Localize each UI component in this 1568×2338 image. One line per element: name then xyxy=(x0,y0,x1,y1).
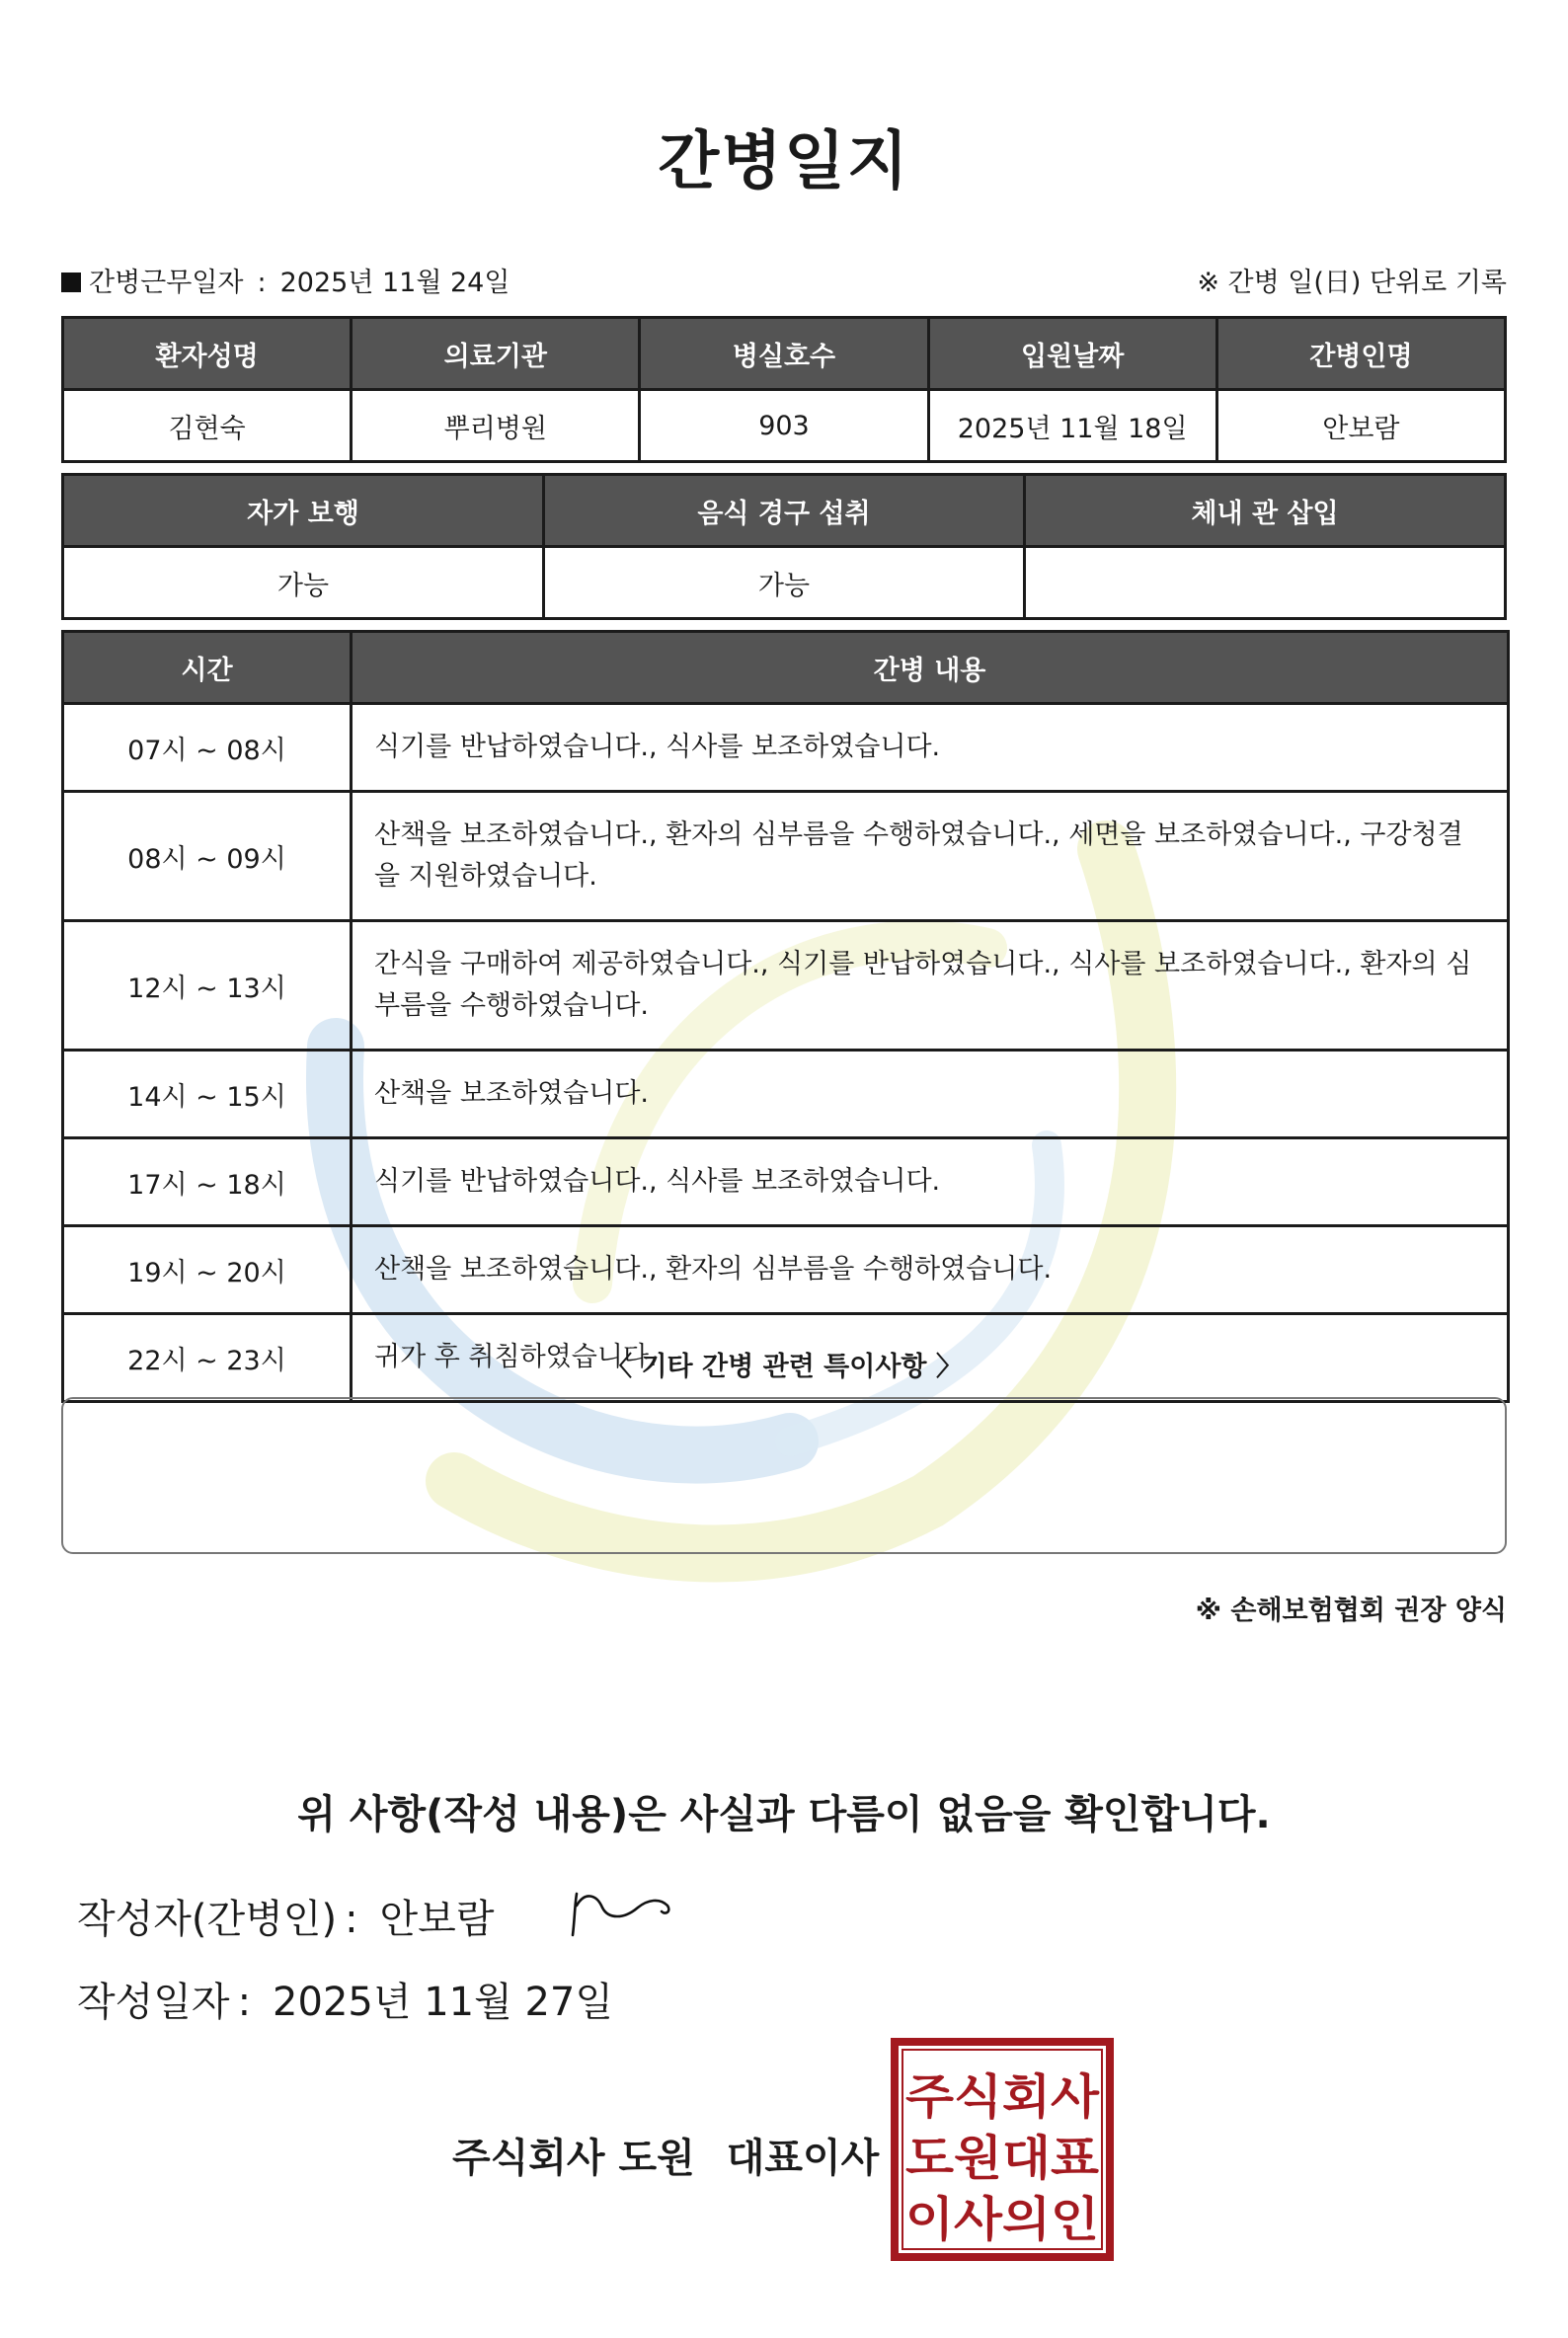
patient-name-value: 김현숙 xyxy=(63,390,352,462)
written-date-colon: : xyxy=(237,1980,252,2025)
table-row xyxy=(63,921,1509,1051)
handwritten-signature xyxy=(567,1886,675,1941)
header-oral-intake: 음식 경구 섭취 xyxy=(544,475,1025,547)
writer-line xyxy=(77,1888,494,1944)
room-number-value: 903 xyxy=(640,390,928,462)
header-tube-insertion: 체내 관 삽입 xyxy=(1025,475,1506,547)
company-signoff xyxy=(452,2127,879,2183)
time-cell: 19시 ~ 20시 xyxy=(63,1226,352,1314)
time-cell: 07시 ~ 08시 xyxy=(63,704,352,792)
written-date-line xyxy=(77,1971,613,2027)
content-cell: 산책을 보조하였습니다. xyxy=(352,1051,1509,1138)
header-caregiver-name: 간병인명 xyxy=(1216,318,1505,390)
confirmation-statement: 위 사항(작성 내용)은 사실과 다름이 없음을 확인합니다. xyxy=(297,1792,1271,1837)
content-cell: 식기를 반납하였습니다., 식사를 보조하였습니다. xyxy=(352,1138,1509,1226)
header-self-walking: 자가 보행 xyxy=(63,475,544,547)
header-admission-date: 입원날짜 xyxy=(928,318,1216,390)
patient-status-table xyxy=(61,473,1507,620)
admission-date-value: 2025년 11월 18일 xyxy=(928,390,1216,462)
writer-name: 안보람 xyxy=(379,1897,495,1942)
document-title: 간병일지 xyxy=(658,125,910,198)
content-cell: 산책을 보조하였습니다., 환자의 심부름을 수행하였습니다. xyxy=(352,1226,1509,1314)
written-date-value: 2025년 11월 27일 xyxy=(273,1980,613,2025)
oral-intake-value: 가능 xyxy=(544,547,1025,619)
time-cell: 08시 ~ 09시 xyxy=(63,792,352,921)
table-header-row xyxy=(63,475,1506,547)
seal-text-line: 이사의인 xyxy=(905,2192,1099,2247)
record-unit-note: ※ 간병 일(日) 단위로 기록 xyxy=(1197,268,1507,298)
table-row xyxy=(63,704,1509,792)
header-time: 시간 xyxy=(63,632,352,704)
company-name: 주식회사 도원 xyxy=(452,2136,695,2181)
header-room-number: 병실호수 xyxy=(640,318,928,390)
content-cell: 귀가 후 취침하였습니다. xyxy=(352,1314,1509,1402)
table-row xyxy=(63,1226,1509,1314)
square-bullet-icon xyxy=(61,273,81,292)
time-cell: 17시 ~ 18시 xyxy=(63,1138,352,1226)
company-role: 대표이사 xyxy=(726,2136,880,2181)
writer-colon: : xyxy=(345,1897,358,1942)
tube-insertion-value xyxy=(1025,547,1506,619)
table-row xyxy=(63,390,1506,462)
table-row xyxy=(63,547,1506,619)
work-date-colon: : xyxy=(257,268,267,298)
header-patient-name: 환자성명 xyxy=(63,318,352,390)
care-log-table xyxy=(61,630,1510,1403)
self-walking-value: 가능 xyxy=(63,547,544,619)
written-date-label: 작성일자 xyxy=(77,1980,230,2025)
time-cell: 22시 ~ 23시 xyxy=(63,1314,352,1402)
work-date-value: 2025년 11월 24일 xyxy=(279,268,510,298)
header-care-content: 간병 내용 xyxy=(352,632,1509,704)
company-seal-stamp xyxy=(891,2038,1114,2261)
special-notes-box xyxy=(61,1397,1507,1554)
caregiver-name-value: 안보람 xyxy=(1216,390,1505,462)
writer-label: 작성자(간병인) xyxy=(77,1897,338,1942)
recommended-form-note: ※ 손해보험협회 권장 양식 xyxy=(1195,1596,1507,1626)
special-notes-title: 〈 기타 간병 관련 특이사항 〉 xyxy=(605,1352,963,1382)
seal-text-line: 도원대표 xyxy=(905,2131,1100,2186)
table-row xyxy=(63,1051,1509,1138)
table-header-row xyxy=(63,318,1506,390)
content-cell: 식기를 반납하였습니다., 식사를 보조하였습니다. xyxy=(352,704,1509,792)
content-cell: 산책을 보조하였습니다., 환자의 심부름을 수행하였습니다., 세면을 보조하였습니다., 구강청결을 지원하였습니다. xyxy=(352,792,1509,921)
table-row xyxy=(63,792,1509,921)
work-date-line xyxy=(61,261,510,299)
seal-text-line: 주식회사 xyxy=(905,2069,1100,2125)
patient-info-table xyxy=(61,316,1507,463)
work-date-label: 간병근무일자 xyxy=(89,268,244,298)
content-cell: 간식을 구매하여 제공하였습니다., 식기를 반납하였습니다., 식사를 보조하였습니다., 환자의 심부름을 수행하였습니다. xyxy=(352,921,1509,1051)
table-header-row xyxy=(63,632,1509,704)
hospital-value: 뿌리병원 xyxy=(352,390,640,462)
time-cell: 12시 ~ 13시 xyxy=(63,921,352,1051)
time-cell: 14시 ~ 15시 xyxy=(63,1051,352,1138)
header-hospital: 의료기관 xyxy=(352,318,640,390)
table-row xyxy=(63,1138,1509,1226)
